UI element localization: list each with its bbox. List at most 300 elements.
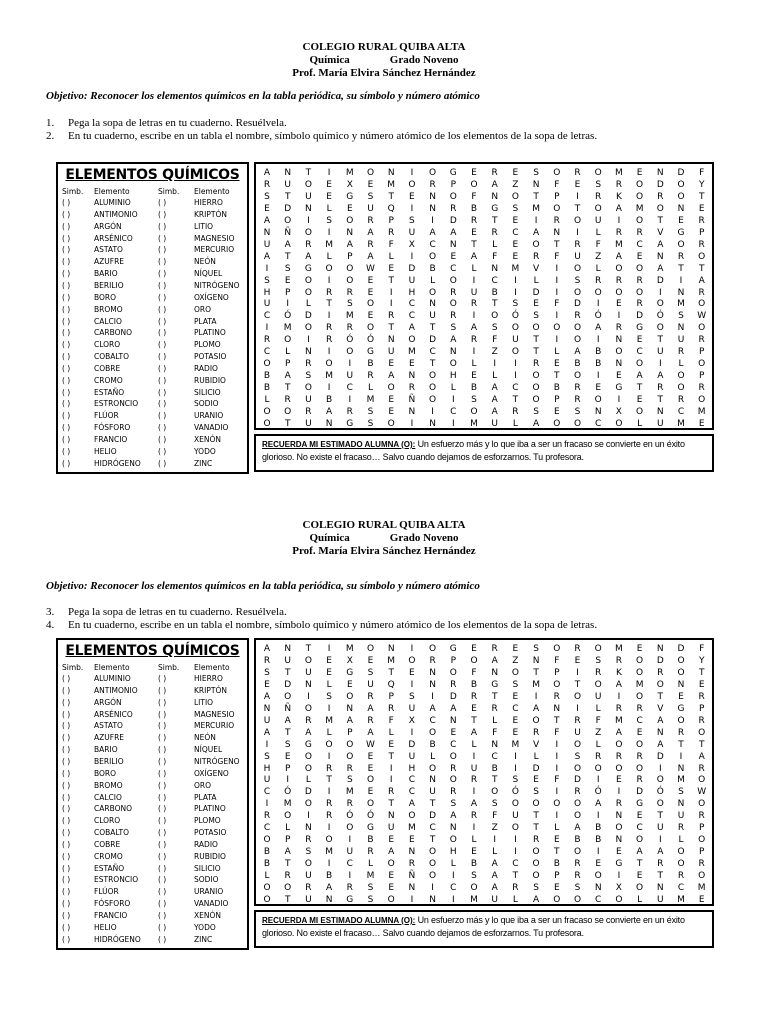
word-search-letter: S bbox=[574, 407, 581, 417]
word-search-letter: O bbox=[511, 667, 519, 678]
word-search-letter: R bbox=[305, 359, 312, 370]
word-search-letter: O bbox=[511, 823, 519, 834]
word-search-letter: B bbox=[470, 383, 478, 394]
word-search-letter: O bbox=[366, 775, 375, 786]
word-search-letter: O bbox=[304, 227, 312, 238]
symbol-blank: ( ) bbox=[158, 435, 167, 444]
word-search-letter: T bbox=[284, 727, 291, 738]
element-name: BERILIO bbox=[94, 756, 124, 766]
word-search-letter: T bbox=[574, 203, 581, 214]
word-search-letter: T bbox=[388, 799, 394, 810]
word-search-letter: I bbox=[617, 395, 621, 406]
element-name: MAGNESIO bbox=[194, 709, 235, 719]
word-search-letter: N bbox=[346, 227, 354, 238]
word-search-letter: B bbox=[429, 739, 436, 750]
word-search-letter: N bbox=[532, 179, 540, 190]
word-search-letter: S bbox=[471, 395, 477, 406]
word-search-letter: L bbox=[512, 418, 518, 429]
word-search-letter: O bbox=[366, 323, 375, 334]
word-search-letter: B bbox=[595, 359, 602, 370]
symbol-blank: ( ) bbox=[62, 875, 71, 885]
word-search-letter: L bbox=[554, 347, 560, 358]
word-search-letter: U bbox=[657, 894, 664, 905]
word-search-letter: G bbox=[677, 227, 685, 238]
word-search-letter: M bbox=[325, 715, 333, 726]
word-search-letter: H bbox=[408, 763, 416, 774]
word-search-letter: D bbox=[449, 215, 457, 226]
symbol-blank: ( ) bbox=[158, 674, 167, 683]
word-search-letter: O bbox=[429, 727, 437, 738]
word-search-letter: U bbox=[408, 751, 416, 762]
word-search-letter: B bbox=[470, 679, 478, 690]
word-search-letter: M bbox=[325, 239, 333, 250]
word-search-letter: H bbox=[408, 287, 416, 298]
word-search-letter: W bbox=[366, 263, 375, 274]
word-search-letter: A bbox=[305, 727, 312, 738]
element-row bbox=[58, 197, 247, 209]
symbol-blank: ( ) bbox=[62, 911, 71, 920]
word-search-letter: A bbox=[491, 407, 498, 417]
word-search-letter: P bbox=[698, 371, 705, 382]
word-search-letter: L bbox=[326, 679, 332, 690]
element-name: FRANCIO bbox=[94, 911, 128, 920]
word-search-letter: T bbox=[533, 811, 539, 822]
word-search-letter: M bbox=[283, 799, 292, 810]
instruction-number: 3. bbox=[46, 606, 55, 618]
word-search-letter: N bbox=[677, 203, 685, 214]
word-search-letter: I bbox=[389, 287, 393, 298]
word-search-letter: R bbox=[450, 203, 457, 214]
word-search-letter: R bbox=[325, 799, 333, 810]
word-search-letter: R bbox=[615, 703, 623, 714]
word-search-letter: D bbox=[284, 203, 292, 214]
word-search-letter: O bbox=[532, 383, 540, 394]
element-name: MAGNESIO bbox=[194, 233, 235, 243]
word-search-letter: A bbox=[470, 727, 478, 738]
word-search-letter: R bbox=[615, 751, 623, 762]
element-name: CROMO bbox=[94, 851, 123, 861]
word-search-letter: I bbox=[307, 215, 310, 226]
word-search-letter: R bbox=[698, 763, 705, 774]
word-search-letter: A bbox=[388, 847, 395, 858]
symbol-blank: ( ) bbox=[62, 816, 71, 826]
word-search-letter: R bbox=[574, 787, 581, 798]
word-search-letter: O bbox=[304, 859, 312, 870]
instruction-number: 1. bbox=[46, 117, 55, 129]
word-search-letter: A bbox=[284, 239, 291, 250]
word-search-letter: S bbox=[491, 799, 498, 810]
word-search-letter: R bbox=[615, 323, 623, 334]
symbol-blank: ( ) bbox=[62, 423, 71, 433]
word-search-letter: G bbox=[367, 823, 374, 834]
word-search-letter: U bbox=[594, 691, 602, 702]
word-search-letter: F bbox=[554, 251, 560, 262]
word-search-letter: O bbox=[449, 191, 457, 202]
word-search-letter: O bbox=[284, 215, 292, 226]
word-search-letter: E bbox=[574, 655, 581, 666]
word-search-letter: S bbox=[409, 691, 415, 702]
word-search-letter: B bbox=[470, 203, 478, 214]
word-search-letter: O bbox=[325, 835, 333, 846]
element-name: NÍQUEL bbox=[194, 745, 223, 755]
objective-text: Objetivo: Reconocer los elementos químicos en la tabla periódica, su símbolo y número atómico bbox=[46, 580, 480, 592]
element-row bbox=[58, 268, 247, 280]
word-search-letter: T bbox=[657, 811, 664, 822]
word-search-letter: C bbox=[636, 715, 643, 726]
word-search-row bbox=[256, 893, 712, 908]
symbol-blank: ( ) bbox=[158, 697, 167, 707]
word-search-letter: A bbox=[263, 727, 271, 738]
word-search-letter: C bbox=[512, 859, 519, 870]
word-search-letter: A bbox=[263, 215, 271, 226]
word-search-letter: N bbox=[429, 667, 436, 678]
word-search-letter: A bbox=[533, 227, 540, 238]
word-search-letter: T bbox=[698, 191, 705, 202]
word-search-letter: O bbox=[408, 179, 416, 190]
word-search-letter: O bbox=[677, 371, 685, 382]
word-search-letter: L bbox=[595, 739, 601, 750]
word-search-letter: P bbox=[347, 727, 353, 738]
objective-text: Objetivo: Reconocer los elementos químicos en la tabla periódica, su símbolo y número atómico bbox=[46, 90, 480, 102]
word-search-letter: T bbox=[533, 191, 539, 202]
element-name: BORO bbox=[94, 292, 117, 302]
word-search-letter: R bbox=[698, 715, 705, 726]
word-search-letter: O bbox=[636, 883, 644, 893]
word-search-letter: M bbox=[325, 371, 333, 382]
word-search-letter: O bbox=[429, 859, 437, 870]
word-search-letter: O bbox=[615, 347, 623, 358]
word-search-letter: G bbox=[449, 168, 457, 178]
elements-title bbox=[58, 640, 247, 662]
word-search-letter: B bbox=[574, 835, 581, 846]
word-search-letter: N bbox=[677, 679, 685, 690]
word-search-letter: V bbox=[657, 227, 664, 238]
word-search-letter: I bbox=[451, 418, 455, 429]
word-search-letter: L bbox=[533, 751, 539, 762]
word-search-letter: A bbox=[284, 371, 291, 382]
word-search-letter: R bbox=[470, 299, 478, 310]
word-search-letter: L bbox=[326, 251, 332, 262]
word-search-letter: R bbox=[388, 703, 395, 714]
word-search-letter: T bbox=[429, 835, 436, 846]
word-search-letter: L bbox=[471, 739, 477, 750]
word-search-letter: C bbox=[408, 299, 416, 310]
word-search-letter: X bbox=[346, 179, 353, 190]
element-row bbox=[58, 446, 247, 458]
word-search-letter: M bbox=[283, 323, 292, 334]
symbol-blank: ( ) bbox=[158, 316, 167, 326]
word-search-letter: R bbox=[263, 335, 271, 346]
word-search-letter: O bbox=[636, 215, 644, 226]
element-name: CARBONO bbox=[94, 804, 133, 814]
word-search-letter: P bbox=[284, 835, 291, 846]
word-search-letter: N bbox=[263, 703, 271, 714]
word-search-letter: L bbox=[264, 871, 270, 882]
element-row bbox=[58, 375, 247, 387]
word-search-letter: C bbox=[346, 383, 353, 394]
word-search-letter: F bbox=[492, 811, 498, 822]
word-search-letter: A bbox=[491, 859, 498, 870]
word-search-letter: O bbox=[698, 395, 706, 406]
word-search-letter: B bbox=[367, 835, 374, 846]
school-name: COLEGIO RURAL QUIBA ALTA bbox=[302, 41, 466, 53]
word-search-letter: O bbox=[366, 644, 375, 654]
word-search-letter: O bbox=[636, 739, 644, 750]
word-search-letter: O bbox=[553, 203, 561, 214]
word-search-letter: P bbox=[284, 287, 291, 298]
word-search-letter: I bbox=[410, 679, 414, 690]
word-search-letter: R bbox=[657, 859, 664, 870]
word-search-letter: G bbox=[615, 859, 623, 870]
word-search-letter: M bbox=[677, 418, 685, 429]
symbol-blank: ( ) bbox=[62, 375, 71, 385]
element-name: PLATA bbox=[194, 316, 217, 326]
word-search-letter: O bbox=[677, 859, 685, 870]
word-search-letter: U bbox=[367, 203, 374, 214]
word-search-letter: F bbox=[699, 168, 705, 178]
instructions-list bbox=[46, 117, 597, 143]
element-name: KRIPTÓN bbox=[194, 209, 227, 219]
word-search-letter: I bbox=[514, 835, 517, 846]
word-search-letter: I bbox=[555, 739, 559, 750]
element-name: ESTAÑO bbox=[94, 387, 125, 397]
symbol-blank: ( ) bbox=[158, 828, 167, 838]
word-search-letter: O bbox=[304, 383, 312, 394]
word-search-letter: O bbox=[408, 655, 416, 666]
word-search-letter: N bbox=[429, 418, 436, 429]
word-search-letter: C bbox=[512, 227, 519, 238]
word-search-letter: R bbox=[450, 763, 457, 774]
word-search-letter: C bbox=[408, 775, 416, 786]
symbol-blank: ( ) bbox=[62, 198, 71, 207]
word-search-letter: M bbox=[635, 203, 644, 214]
word-search-letter: E bbox=[409, 191, 415, 202]
word-search-letter: E bbox=[450, 727, 457, 738]
word-search-letter: C bbox=[408, 787, 416, 798]
word-search-letter: A bbox=[326, 883, 333, 893]
word-search-letter: D bbox=[408, 739, 416, 750]
word-search-letter: R bbox=[532, 251, 540, 262]
word-search-letter: O bbox=[511, 191, 519, 202]
word-search-letter: L bbox=[367, 859, 373, 870]
instruction-item: Pega la sopa de letras en tu cuaderno. Resuélvela. bbox=[68, 117, 287, 129]
word-search-letter: B bbox=[595, 835, 602, 846]
word-search-letter: O bbox=[346, 347, 354, 358]
word-search-letter: O bbox=[284, 883, 292, 893]
element-name: CARBONO bbox=[94, 328, 133, 338]
word-search-letter: A bbox=[657, 239, 664, 250]
word-search-letter: T bbox=[657, 215, 664, 226]
word-search-letter: I bbox=[472, 347, 476, 358]
word-search-letter: N bbox=[305, 823, 312, 834]
word-search-letter: I bbox=[679, 275, 683, 286]
word-search-letter: S bbox=[367, 667, 374, 678]
symbol-blank: ( ) bbox=[62, 674, 71, 683]
word-search-letter: N bbox=[387, 335, 395, 346]
word-search-letter: U bbox=[284, 179, 291, 190]
word-search-letter: B bbox=[595, 823, 602, 834]
element-row bbox=[58, 363, 247, 375]
element-row bbox=[58, 756, 247, 768]
word-search-letter: T bbox=[657, 871, 664, 882]
word-search-letter: E bbox=[698, 203, 705, 214]
word-search-letter: A bbox=[574, 823, 581, 834]
word-search-letter: I bbox=[327, 227, 331, 238]
word-search-letter: O bbox=[263, 894, 271, 905]
word-search-letter: O bbox=[573, 263, 582, 274]
word-search-letter: I bbox=[472, 823, 476, 834]
word-search-letter: R bbox=[657, 191, 664, 202]
word-search-letter: X bbox=[615, 407, 622, 417]
word-search-letter: Ñ bbox=[408, 871, 416, 882]
word-search-letter: N bbox=[325, 418, 333, 429]
word-search-letter: O bbox=[553, 894, 561, 905]
element-name: LITIO bbox=[194, 697, 214, 707]
word-search-letter: T bbox=[388, 191, 394, 202]
word-search-letter: B bbox=[263, 383, 271, 394]
column-header-element: Elemento bbox=[94, 663, 130, 672]
word-search-letter: Ó bbox=[594, 787, 602, 798]
symbol-blank: ( ) bbox=[158, 387, 167, 397]
element-name: ESTRONCIO bbox=[94, 875, 139, 885]
word-search-letter: M bbox=[511, 739, 520, 750]
element-name: CALCIO bbox=[94, 792, 122, 802]
word-search-letter: T bbox=[491, 775, 498, 786]
element-name: ARSÉNICO bbox=[94, 233, 133, 243]
word-search-letter: X bbox=[615, 883, 622, 893]
word-search-letter: O bbox=[594, 679, 602, 690]
word-search-letter: K bbox=[615, 191, 622, 202]
element-name: COBRE bbox=[94, 839, 121, 849]
word-search-letter: O bbox=[532, 871, 540, 882]
word-search-letter: R bbox=[574, 239, 581, 250]
word-search-letter: U bbox=[594, 215, 602, 226]
word-search-letter: Ó bbox=[284, 311, 292, 322]
word-search-letter: O bbox=[429, 763, 437, 774]
word-search-letter: C bbox=[263, 787, 271, 798]
word-search-letter: O bbox=[532, 395, 540, 406]
word-search-letter: O bbox=[408, 811, 416, 822]
word-search-letter: E bbox=[636, 168, 643, 178]
word-search-letter: G bbox=[677, 703, 685, 714]
word-search-letter: R bbox=[512, 407, 519, 417]
element-name: KRIPTÓN bbox=[194, 685, 227, 695]
word-search-letter: O bbox=[511, 799, 519, 810]
element-row bbox=[58, 898, 247, 910]
word-search-letter: O bbox=[553, 679, 561, 690]
word-search-letter: Z bbox=[491, 347, 498, 358]
word-search-letter: O bbox=[304, 275, 312, 286]
word-search-letter: S bbox=[450, 799, 457, 810]
element-name: MERCURIO bbox=[194, 721, 235, 731]
element-name: HIERRO bbox=[194, 198, 223, 207]
symbol-blank: ( ) bbox=[158, 423, 167, 433]
word-search-letter: N bbox=[429, 775, 436, 786]
word-search-letter: T bbox=[636, 383, 643, 394]
word-search-letter: R bbox=[470, 691, 478, 702]
symbol-blank: ( ) bbox=[62, 221, 71, 231]
word-search-letter: O bbox=[346, 215, 354, 226]
instructions-list bbox=[46, 606, 597, 632]
word-search-letter: A bbox=[470, 799, 478, 810]
word-search-letter: A bbox=[491, 871, 498, 882]
word-search-letter: O bbox=[677, 191, 685, 202]
word-search-letter: E bbox=[553, 359, 560, 370]
element-name: LITIO bbox=[194, 221, 214, 231]
word-search-letter: I bbox=[576, 227, 579, 238]
word-search-letter: D bbox=[532, 763, 540, 774]
subject-label: Química bbox=[309, 532, 350, 544]
element-row bbox=[58, 910, 247, 922]
word-search-letter: I bbox=[576, 703, 579, 714]
word-search-letter: L bbox=[285, 823, 291, 834]
word-search-letter: T bbox=[429, 799, 436, 810]
word-search-letter: O bbox=[698, 251, 706, 262]
word-search-letter: I bbox=[410, 203, 414, 214]
word-search-letter: R bbox=[595, 667, 602, 678]
word-search-letter: M bbox=[387, 179, 396, 190]
element-row bbox=[58, 256, 247, 268]
word-search-letter: O bbox=[573, 323, 582, 334]
word-search-letter: R bbox=[388, 787, 395, 798]
word-search-letter: C bbox=[450, 883, 457, 893]
word-search-letter: U bbox=[657, 347, 664, 358]
element-row bbox=[58, 803, 247, 815]
grade-label: Grado Noveno bbox=[389, 54, 459, 66]
word-search-letter: S bbox=[533, 407, 539, 417]
word-search-letter: I bbox=[431, 691, 434, 702]
word-search-letter: M bbox=[615, 715, 623, 726]
worksheet-bottom bbox=[0, 478, 768, 954]
word-search-letter: C bbox=[429, 823, 436, 834]
word-search-letter: R bbox=[636, 299, 643, 310]
word-search-letter: A bbox=[533, 703, 540, 714]
symbol-blank: ( ) bbox=[62, 863, 71, 873]
word-search-letter: O bbox=[532, 799, 540, 810]
word-search-letter: I bbox=[596, 775, 600, 786]
word-search-letter: T bbox=[284, 191, 291, 202]
word-search-letter: E bbox=[698, 894, 705, 905]
word-search-letter: O bbox=[429, 251, 437, 262]
word-search-letter: T bbox=[305, 168, 312, 178]
word-search-letter: R bbox=[491, 644, 498, 654]
word-search-letter: R bbox=[325, 323, 333, 334]
word-search-letter: T bbox=[512, 871, 519, 882]
word-search-letter: B bbox=[595, 347, 602, 358]
elements-title bbox=[58, 164, 247, 186]
word-search-letter: O bbox=[304, 799, 312, 810]
symbol-blank: ( ) bbox=[158, 863, 167, 873]
word-search-letter: C bbox=[491, 275, 498, 286]
element-row bbox=[58, 209, 247, 221]
word-search-letter: O bbox=[594, 871, 602, 882]
word-search-letter: E bbox=[388, 263, 395, 274]
word-search-letter: C bbox=[450, 407, 457, 417]
element-row bbox=[58, 827, 247, 839]
element-name: RADIO bbox=[194, 839, 218, 849]
word-search-letter: K bbox=[615, 667, 622, 678]
word-search-letter: N bbox=[553, 703, 561, 714]
word-search-letter: O bbox=[636, 691, 644, 702]
word-search-letter: T bbox=[326, 775, 332, 786]
word-search-letter: L bbox=[492, 371, 498, 382]
word-search-letter: O bbox=[263, 883, 271, 893]
symbol-blank: ( ) bbox=[158, 257, 167, 267]
word-search-letter: R bbox=[615, 179, 623, 190]
word-search-letter: R bbox=[346, 883, 353, 893]
element-name: ORO bbox=[194, 304, 212, 314]
word-search-letter: M bbox=[677, 299, 685, 310]
